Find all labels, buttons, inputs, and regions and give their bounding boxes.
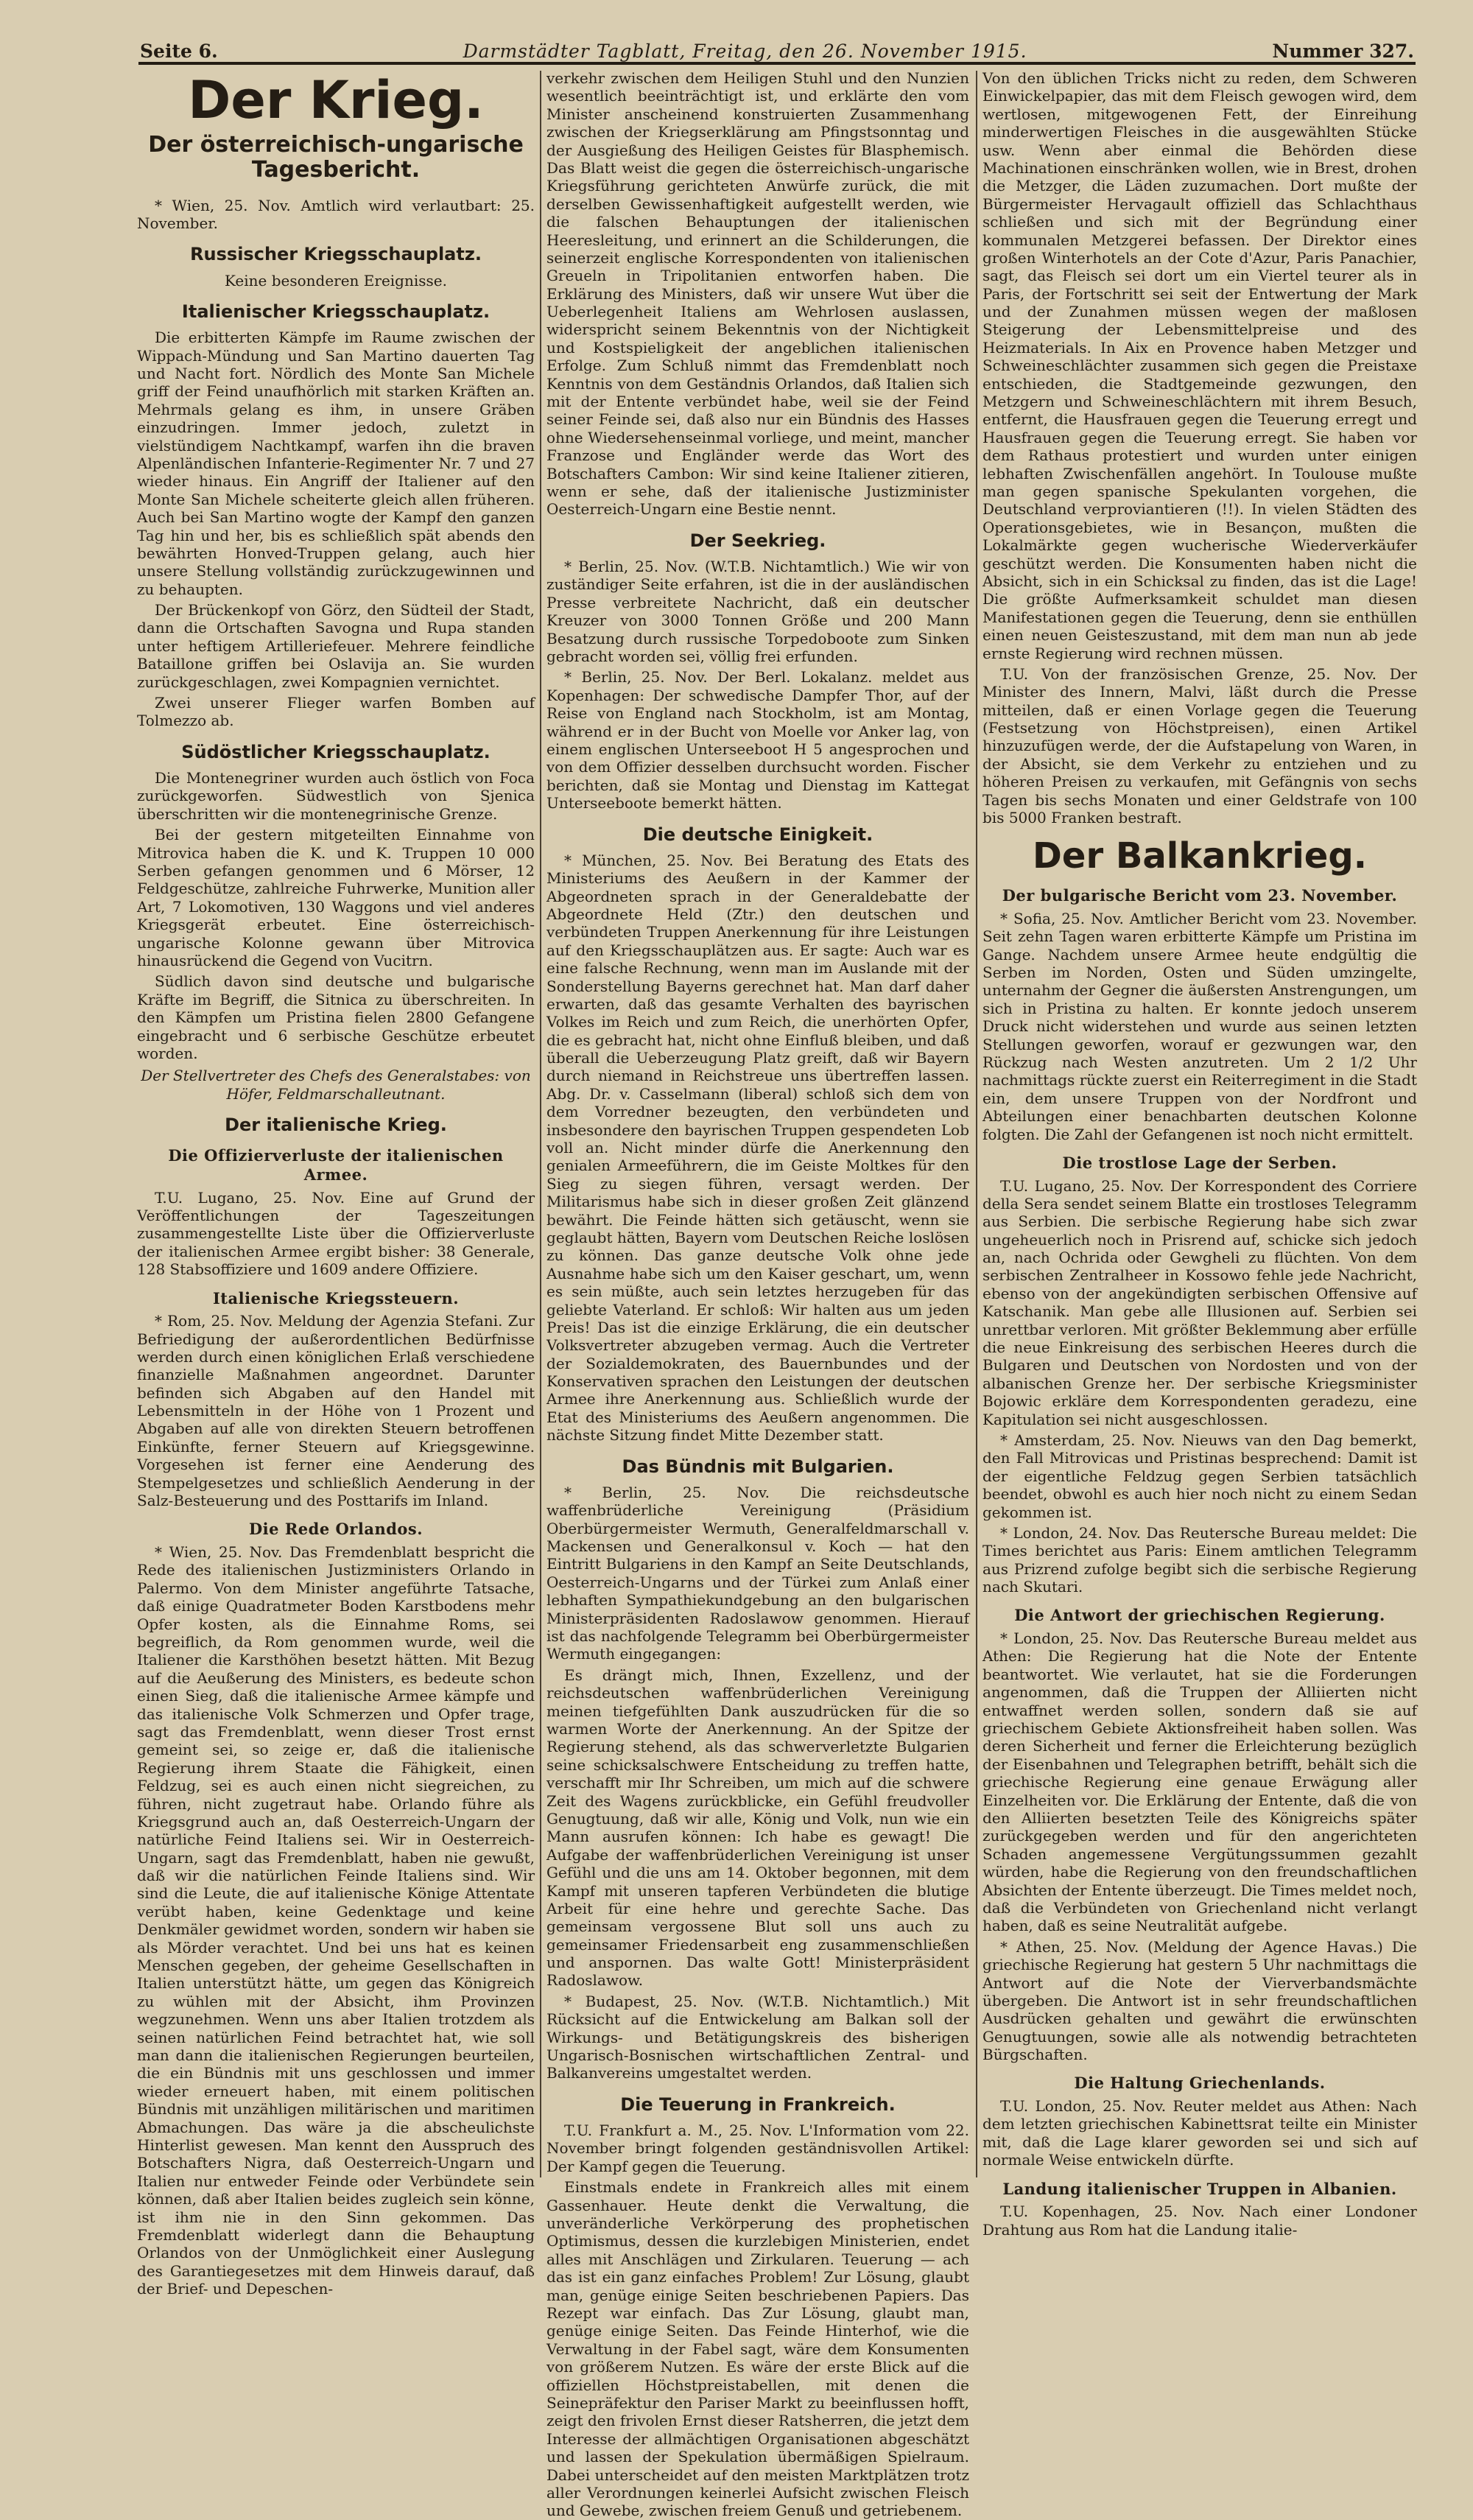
article-paragraph: T.U. Kopenhagen, 25. Nov. Nach einer Londoner Drahtung aus Rom hat die Landung italie-: [982, 2203, 1417, 2239]
article-paragraph: verkehr zwischen dem Heiligen Stuhl und den Nunzien wesentlich beeinträchtigt ist, und erklärte den vom Minister anscheinend konstruierten Zusammenhang zwischen der Kriegserklärung am Pfingstsonntag und der Ausgießung des Heiligen Geistes für Blasphemisch. Das Blatt weist die gegen die österreichisch-ungarische Kriegsführung gerichteten Anwürfe zurück, die mit derselben Gewissenhaftigkeit aufgestellt werden, wie die falschen Behauptungen der italienischen Heeresleitung, und erinnert an die Schilderungen, die seinerzeit englische Korrespondenten von italienischen Greueln in Tripolitanien entworfen haben. Die Erklärung des Ministers, daß wir unsere Wut über die Ueberlegenheit Italiens am Wehrlosen auslassen, widerspricht seinem Bekenntnis von der Nichtigkeit und Kostspieligkeit der angeblichen italienischen Erfolge. Zum Schluß nimmt das Fremdenblatt noch Kenntnis von dem Geständnis Orlandos, daß Italien sich mit der Entente verbündet habe, weil sie der Feind seiner Feinde sei, daß also nur ein Bündnis des Hasses ohne Wiedersehenseinmal vorliege, und meint, mancher Franzose und Engländer werde das Wort des Botschafters Cambon: Wir sind keine Italiener zitieren, wenn er sehe, daß der italienische Justizminister Oesterreich-Ungarn eine Bestie nennt.: [546, 69, 969, 519]
subsection-heading: Die Rede Orlandos.: [248, 1520, 423, 1539]
page-header: [140, 28, 1414, 62]
article-paragraph: T.U. London, 25. Nov. Reuter meldet aus Athen: Nach dem letzten griechischen Kabinettsrat teilte ein Minister mit, daß die Lage klarer geworden sei und sich auf normale Weise entwickeln dürfte.: [982, 2097, 1417, 2169]
section-title: Der Krieg.: [188, 70, 484, 130]
page-number: Seite 6.: [140, 41, 218, 62]
article-paragraph: T.U. Frankfurt a. M., 25. Nov. L'Information vom 22. November bringt folgenden geständnisvollen Artikel: Der Kampf gegen die Teuerung.: [546, 2121, 969, 2175]
article-headline: Der österreichisch-ungarische Tagesbericht.: [148, 131, 524, 183]
article-paragraph: T.U. Lugano, 25. Nov. Der Korrespondent des Corriere della Sera sendet seinem Blatte ein trostloses Telegramm aus Serbien. Die serbische Regierung habe sich zwar ungeheuerlich noch in Prisrend auf, schicke sich jedoch an, nach Ochrida oder Gewgheli zu flüchten. Von dem serbischen Zentralheer in Kossowo fehle jede Nachricht, ebenso von der angekündigten serbischen Offensive auf Katschanik. Man gebe alle Illusionen auf. Serbien sei unrettbar verloren. Mit größter Beklemmung aber erfülle die neue Einkreisung des serbischen Heeres durch die Bulgaren und Deutschen von Nordosten und von der albanischen Grenze her. Der serbische Kriegsminister Bojowic erkläre dem Korrespondenten geradezu, eine Kapitulation sei nicht ausgeschlossen.: [982, 1176, 1417, 1428]
article-headline: Der italienische Krieg.: [225, 1115, 447, 1136]
issue-number: Nummer 327.: [1272, 41, 1414, 62]
subsection-heading: Russischer Kriegsschauplatz.: [190, 244, 482, 265]
signature: Der Stellvertreter des Chefs des Generalstabes: von Höfer, Feldmarschalleutnant.: [141, 1067, 531, 1103]
article-paragraph: * London, 24. Nov. Das Reutersche Bureau meldet: Die Times berichtet aus Paris: Einem amtlichen Telegramm aus Prizrend zufolge begibt sich die serbische Regierung nach Skutari.: [982, 1523, 1417, 1596]
column-divider: [976, 71, 977, 2177]
article-paragraph: Der Brückenkopf von Görz, den Südteil der Stadt, dann die Ortschaften Savogna und Rupa standen unter heftigem Artilleriefeuer. Mehrere feindliche Bataillone griffen bei Oslavija an. Sie wurden zurückgeschlagen, zwei Kompagnien vernichtet.: [137, 601, 535, 691]
article-paragraph: Es drängt mich, Ihnen, Exzellenz, und der reichsdeutschen waffenbrüderlichen Vereinigung meinen tiefgefühlten Dank auszudrücken für die so warmen Worte der Anerkennung. An der Spitze der Regierung stehend, als das schwerverletzte Bulgarien seine schicksalschwere Entscheidung zu treffen hatte, verschafft mir Ihr Schreiben, um mich auf die schwere Zeit des Wagens zurückblicke, ein Gefühl freudvoller Genugtuung, daß wir alle, König und Volk, nun wie ein Mann ausrufen können: Ich habe es gewagt! Die Aufgabe der waffenbrüderlichen Vereinigung ist unser Gefühl und die uns am 14. Oktober begonnen, mit dem Kampf mit unseren tapferen Verbündeten die blutige Arbeit für eine hehre und gerechte Sache. Das gemeinsam vergossene Blut soll uns auch zu gemeinsamer Friedensarbeit eng zusammenschließen und anspornen. Das walte Gott! Ministerpräsident Radoslawow.: [546, 1666, 969, 1990]
column-divider: [540, 71, 541, 2177]
subsection-heading: Südöstlicher Kriegsschauplatz.: [181, 741, 491, 762]
article-paragraph: * Rom, 25. Nov. Meldung der Agenzia Stefani. Zur Befriedigung der außerordentlichen Bedürfnisse werden durch einen königlichen Erlaß verschiedene finanzielle Maßnahmen angeordnet. Darunter befinden sich Abgaben auf den Handel mit Lebensmitteln in der Höhe von 1 Prozent und Abgaben auf alle von direkten Steuern betroffenen Einkünfte, ferner Steuern auf Kriegsgewinne. Vorgesehen ist ferner eine Aenderung des Stempelgesetzes und schließlich Aenderung in der Salz-Besteuerung und des Posttarifs im Inland.: [137, 1312, 535, 1510]
article-paragraph: * München, 25. Nov. Bei Beratung des Etats des Ministeriums des Aeußern in der Kammer der Abgeordneten sprach in der Generaldebatte der Abgeordnete Held (Ztr.) den deutschen und verbündeten Truppen Anerkennung für ihre Leistungen auf den Kriegsschauplätzen aus. Er sagte: Auch war es eine falsche Rechnung, wenn man im Auslande mit der Sonderstellung Bayerns gerechnet hat. Man darf daher erwarten, daß das gesamte Verhalten des bayrischen Volkes im Reich und zum Reich, die unerhörten Opfer, die es gebracht hat, nicht ohne Einfluß bleiben, und daß überall die Ueberzeugung Platz greift, daß wir Bayern durch niemand in Reichstreue uns übertreffen lassen. Abg. Dr. v. Casselmann (liberal) schloß sich dem von dem Vorredner bezeugten, den verbündeten und insbesondere den bayrischen Truppen gespendeten Lob voll an. Nicht minder dürfe die Anerkennung den genialen Armeeführern, die im Geiste Moltkes für den Sieg zu siegen führen, versagt werden. Der Militarismus habe sich in dieser großen Zeit glänzend bewährt. Die Feinde hätten sich getäuscht, wenn sie geglaubt hätten, Bayern vom Deutschen Reiche loslösen zu können. Das ganze deutsche Volk ohne jede Ausnahme habe sich um den Kaiser geschart, um, wenn es sein müßte, auch sein letztes herzugeben für das geliebte Vaterland. Er schloß: Wir halten aus um jeden Preis! Das ist die einzige Erklärung, die ein deutscher Volksvertreter abzugeben vermag. Auch die Vertreter der Sozialdemokraten, des Bauernbundes und der Konservativen sprachen den Leistungen der deutschen Armee ihre Anerkennung aus. Schließlich wurde der Etat des Ministeriums des Aeußern angenommen. Die nächste Sitzung findet Mitte Dezember statt.: [546, 851, 969, 1445]
article-paragraph: Die erbitterten Kämpfe im Raume zwischen der Wippach-Mündung und San Martino dauerten Tag und Nacht fort. Nördlich des Monte San Michele griff der Feind unaufhörlich mit starken Kräften an. Mehrmals gelang es ihm, in unsere Gräben einzudringen. Immer jedoch, zuletzt in vielstündigem Nachtkampf, warfen ihn die braven Alpenländischen Infanterie-Regimenter Nr. 7 und 27 wieder hinaus. Ein Angriff der Italiener auf den Monte San Michele scheiterte gleich allen früheren. Auch bei San Martino wogte der Kampf den ganzen Tag hin und her, bis es schließlich spät abends den bewährten Honved-Truppen gelang, auch hier unsere Stellung vollständig zurückzugewinnen und zu behaupten.: [137, 329, 535, 598]
header-rule: [138, 62, 1416, 65]
article-paragraph: T.U. Lugano, 25. Nov. Eine auf Grund der Veröffentlichungen der Tageszeitungen zusammengestellte Liste über die Offizierverluste der italienischen Armee ergibt bisher: 38 Generale, 128 Stabsoffiziere und 1609 andere Offiziere.: [137, 1188, 535, 1279]
article-paragraph: * Berlin, 25. Nov. Die reichsdeutsche waffenbrüderliche Vereinigung (Präsidium Oberbürgermeister Wermuth, Generalfeldmarschall v. Mackensen und Generalkonsul v. Koch — hat den Eintritt Bulgariens in den Kampf an Seite Deutschlands, Oesterreich-Ungarns und der Türkei zum Anlaß einer lebhaften Sympathiekundgebung an den bulgarischen Ministerpräsidenten Radoslawow genommen. Hierauf ist das nachfolgende Telegramm bei Oberbürgermeister Wermuth eingegangen:: [546, 1483, 969, 1663]
subsection-heading: Die trostlose Lage der Serben.: [1062, 1153, 1337, 1172]
article-paragraph: Von den üblichen Tricks nicht zu reden, dem Schweren Einwickelpapier, das mit dem Fleisch gewogen wird, dem wertlosen, mitgewogenen Fett, der Einreihung minderwertigen Fleisches in die ausgewählten Stücke usw. Wenn aber einmal die Behörden diese Machinationen einschränken wollen, wie in Brest, drohen die Metzger, die Läden zuzumachen. Dort mußte der Bürgermeister Hervagault offiziell das Schlachthaus schließen und sich mit der Begründung einer kommunalen Metzgerei befassen. Der Direktor eines großen Winterhotels an der Cote d'Azur, Paris Panachier, sagt, das Fleisch sei dort um ein Viertel teurer als in Paris, der Fortschritt sei seit der Entwertung der Mark und der Zunahmen müssen wegen der maßlosen Steigerung der Lebensmittelpreise und des Heizmaterials. In Aix en Provence haben Metzger und Schweineschlächter zusammen sich gegen die Preistaxe entschieden, die Stadtgemeinde gezwungen, den Metzgern und Schweineschlächtern mit ihrem Besuch, entfernt, die Hausfrauen gegen die Teuerung erregt und Hausfrauen gegen die Teuerung erregt. Sie haben vor dem Rathaus protestiert und wurden unter einigen lebhaften Zwischenfällen angehört. In Toulouse mußte man gegen spanische Spekulanten vorgehen, die Deutschland verproviantieren (!!). In vielen Städten des Operationsgebietes, wie in Besançon, mußten die Lokalmärkte gegen wucherische Wiederverkäufer geschützt werden. Die Konsumenten haben nicht die Absicht, sich in ein Schicksal zu finden, das ist die Lage! Die größte Aufmerksamkeit schuldet man diesen Manifestationen gegen die Teuerung, denn sie enthüllen einen neuen Geisteszustand, mit dem man nun ab jede ernste Regierung wird rechnen müssen.: [982, 69, 1417, 662]
subsection-heading: Italienischer Kriegsschauplatz.: [181, 301, 491, 322]
article-headline: Die Teuerung in Frankreich.: [620, 2093, 896, 2115]
article-headline: Der Seekrieg.: [689, 530, 826, 551]
subsection-heading: Die Antwort der griechischen Regierung.: [1014, 1606, 1385, 1625]
subsection-heading: Italienische Kriegssteuern.: [212, 1288, 460, 1308]
article-paragraph: * Berlin, 25. Nov. (W.T.B. Nichtamtlich.) Wie wir von zuständiger Seite erfahren, ist die in der ausländischen Presse verbreitete Nachricht, daß ein deutscher Kreuzer von 3000 Tonnen Größe und 200 Mann Besatzung durch russische Torpedoboote zum Sinken gebracht worden sei, völlig frei erfunden.: [546, 558, 969, 665]
article-paragraph: * Budapest, 25. Nov. (W.T.B. Nichtamtlich.) Mit Rücksicht auf die Entwickelung am Balkan soll der Wirkungs- und Betätigungskreis des bisherigen Ungarisch-Bosnischen wirtschaftlichen Zentral- und Balkanvereins umgestaltet werden.: [546, 1992, 969, 2082]
section-title: Der Balkankrieg.: [1033, 835, 1367, 877]
column-2: [546, 69, 969, 2520]
column-1: [137, 69, 535, 2298]
article-paragraph: * Wien, 25. Nov. Amtlich wird verlautbart: 25. November.: [137, 196, 535, 232]
article-paragraph: Südlich davon sind deutsche und bulgarische Kräfte im Begriff, die Sitnica zu überschreiten. In den Kämpfen um Pristina fielen 2800 Gefangene eingebracht und 6 serbische Geschütze erbeutet worden.: [137, 972, 535, 1062]
article-paragraph: Die Montenegriner wurden auch östlich von Foca zurückgeworfen. Südwestlich von Sjenica überschritten wir die montenegrinische Grenze.: [137, 769, 535, 823]
article-headline: Das Bündnis mit Bulgarien.: [622, 1456, 894, 1477]
article-paragraph: Bei der gestern mitgeteilten Einnahme von Mitrovica haben die K. und K. Truppen 10 000 Serben gefangen genommen und 6 Mörser, 12 Feldgeschütze, zahlreiche Fuhrwerke, Munition aller Art, 7 Lokomotiven, 130 Waggons und viel anderes Kriegsgerät erbeutet. Eine österreichisch-ungarische Kolonne gewann über Mitrovica hinausrückend die Gegend von Vucitrn.: [137, 826, 535, 969]
subsection-heading: Die Haltung Griechenlands.: [1074, 2074, 1326, 2093]
column-3: [982, 69, 1417, 2239]
article-paragraph: * Sofia, 25. Nov. Amtlicher Bericht vom 23. November. Seit zehn Tagen waren erbitterte Kämpfe um Pristina im Gange. Nachdem unsere Armee heute endgültig die Serben im Norden, Osten und Süden umzingelte, unternahm der Gegner die äußersten Anstrengungen, um sich in Pristina zu halten. Er konnte jedoch unserem Druck nicht widerstehen und wurde aus seinen letzten Stellungen geworfen, worauf er gezwungen war, den Rückzug nach Westen anzutreten. Um 2 1/2 Uhr nachmittags rückte zuerst ein Reiterregiment in die Stadt ein, dem unsere Truppen von der Nordfront und Abteilungen einer benachbarten deutschen Kolonne folgten. Die Zahl der Gefangenen ist noch nicht ermittelt.: [982, 909, 1417, 1143]
article-paragraph: Einstmals endete in Frankreich alles mit einem Gassenhauer. Heute denkt die Verwaltung, die unveränderliche Verkörperung des prophetischen Optimismus, dessen die kurzlebigen Ministerien, endet alles mit Anschlägen und Zirkularen. Teuerung — ach das ist ein ganz einfaches Problem! Zur Lösung, glaubt man, genüge einige Seiten beschriebenen Papiers. Das Rezept war einfach. Das Zur Lösung, glaubt man, genüge einige Seiten. Das Feinde Hinterhof, wie die Verwaltung in der Fabel sagt, wäre dem Konsumenten von größerem Nutzen. Es wäre der erste Blick auf die offiziellen Höchstpreistabellen, mit denen die Seinepräfektur den Pariser Markt zu beeinflussen hofft, zeigt den frivolen Ernst dieser Ratsherren, die jetzt dem Interesse der allmächtigen Organisationen abgeschätzt und lassen der Spekulation übermäßigen Spielraum. Dabei unterscheidet auf den meisten Marktplätzen trotz aller Verordnungen keinerlei Aufsicht zwischen Fleisch und Gewebe, zwischen freiem Genuß und getriebenem.: [546, 2178, 969, 2520]
article-paragraph: Zwei unserer Flieger warfen Bomben auf Tolmezzo ab.: [137, 694, 535, 730]
article-headline: Die deutsche Einigkeit.: [642, 824, 873, 845]
article-paragraph: * Berlin, 25. Nov. Der Berl. Lokalanz. meldet aus Kopenhagen: Der schwedische Dampfer Thor, auf der Reise von England nach Stockholm, ist am Montag, während er in der Bucht von Moelle vor Anker lag, von einem englischen Unterseeboot H 5 angesprochen und von dem Offizier desselben durchsucht worden. Fischer berichten, daß sie Montag und Dienstag im Kattegat Unterseeboote bemerkt hätten.: [546, 668, 969, 812]
article-paragraph: * Wien, 25. Nov. Das Fremdenblatt bespricht die Rede des italienischen Justizministers Orlando in Palermo. Von dem Minister angeführte Tatsache, daß einige Quadratmeter Boden Karstbodens mehr Opfer kosten, als die Einnahme Roms, sei begreiflich, da Rom genommen wurde, weil die Italiener die Karsthöhen besetzt hätten. Mit Bezug auf die Aeußerung des Ministers, es bedeute schon einen Sieg, daß die italienische Armee kämpfe und das italienische Volk Schmerzen und Opfer trage, sagt das Fremdenblatt, wenn dieser Trost ernst gemeint sei, so zeige er, daß die italienische Regierung ihrem Staate die Fähigkeit, einen Feldzug, sei es auch einen nicht siegreichen, zu führen, nicht zugetraut habe. Orlando führe als Kriegsgrund auch an, daß Oesterreich-Ungarn der natürliche Feind Italiens sei. Wir in Oesterreich-Ungarn, sagt das Fremdenblatt, haben nie gewußt, daß wir die natürlichen Feinde Italiens sind. Wir sind die Leute, die auf italienische Könige Attentate verübt haben, keine Gedenktage und keine Denkmäler gewidmet worden, sondern wir haben sie als Mörder verachtet. Und bei uns hat es keinen Menschen gegeben, der geheime Gesellschaften in Italien unterstützt hätte, um gegen das Königreich zu wühlen mit der Absicht, ihm Provinzen wegzunehmen. Wenn uns aber Italien trotzdem als seinen natürlichen Feind betrachtet hat, wie soll man dann die italienischen Regierungen beurteilen, die ein Bündnis mit uns geschlossen und immer wieder erneuert haben, mit einem politischen Bündnis mit unzähligen militärischen und maritimen Abmachungen. Das wäre ja die abscheulichste Hinterlist gewesen. Man kennt den Ausspruch des Botschafters Nigra, daß Oesterreich-Ungarn und Italien nur entweder Feinde oder Verbündete sein können, daß aber Italien beides zugleich sein könne, ist ihm nie in den Sinn gekommen. Das Fremdenblatt widerlegt dann die Behauptung Orlandos von der Unmöglichkeit einer Auslegung des Garantiegesetzes mit dem Hinweis darauf, daß der Brief- und Depeschen-: [137, 1543, 535, 2298]
subsection-heading: Der bulgarische Bericht vom 23. November.: [1002, 886, 1398, 905]
subsection-heading: Landung italienischer Truppen in Albanien.: [1002, 2179, 1397, 2198]
article-paragraph: * London, 25. Nov. Das Reutersche Bureau meldet aus Athen: Die Regierung hat die Note der Entente beantwortet. Wie verlautet, hat sie die Forderungen angenommen, daß die Truppen der Alliierten nicht entwaffnet werden sollen, sondern daß sie auf griechischem Gebiete Aktionsfreiheit haben sollen. Was deren Sicherheit und ferner die Erleichterung bezüglich der Eisenbahnen und Telegraphen betrifft, behält sich die griechische Regierung eine genaue Erwägung aller Einzelheiten vor. Die Erklärung der Entente, daß die von den Alliierten besetzten Teile des Königreichs später zurückgegeben werden und für den angerichteten Schaden angemessene Vergütungssummen gezahlt würden, habe die Regierung von den freundschaftlichen Absichten der Entente überzeugt. Die Times meldet noch, daß die Verbündeten von Griechenland nicht verlangt haben, daß es seine Neutralität aufgebe.: [982, 1629, 1417, 1935]
masthead: Darmstädter Tagblatt, Freitag, den 26. November 1915.: [463, 41, 1027, 62]
article-paragraph: * Athen, 25. Nov. (Meldung der Agence Havas.) Die griechische Regierung hat gestern 5 Uhr nachmittags die Antwort auf die Note der Vierverbandsmächte übergeben. Die Antwort ist in sehr freundschaftlichen Ausdrücken gehalten und gewährt die erwünschten Genugtuungen, sowie alle als notwendig betrachteten Bürgschaften.: [982, 1937, 1417, 2064]
subsection-heading: Die Offizierverluste der italienischen Armee.: [168, 1146, 504, 1184]
article-paragraph: T.U. Von der französischen Grenze, 25. Nov. Der Minister des Innern, Malvi, läßt durch die Presse mitteilen, daß er einen Vorlage gegen die Teuerung (Festsetzung von Höchstpreisen), einen Artikel hinzuzufügen werde, der die Aufstapelung von Waren, in der Absicht, sie dem Verkehr zu entziehen und zu höheren Preisen zu verkaufen, mit Gefängnis von sechs Tagen bis sechs Monaten und einer Geldstrafe von 100 bis 5000 Franken bestraft.: [982, 664, 1417, 827]
article-paragraph: Keine besonderen Ereignisse.: [224, 271, 447, 289]
article-paragraph: * Amsterdam, 25. Nov. Nieuws van den Dag bemerkt, den Fall Mitrovicas und Pristinas besprechend: Damit ist der eigentliche Feldzug gegen Serbien tatsächlich beendet, obwohl es auch hier noch nicht zu einem Sedan gekommen ist.: [982, 1431, 1417, 1521]
